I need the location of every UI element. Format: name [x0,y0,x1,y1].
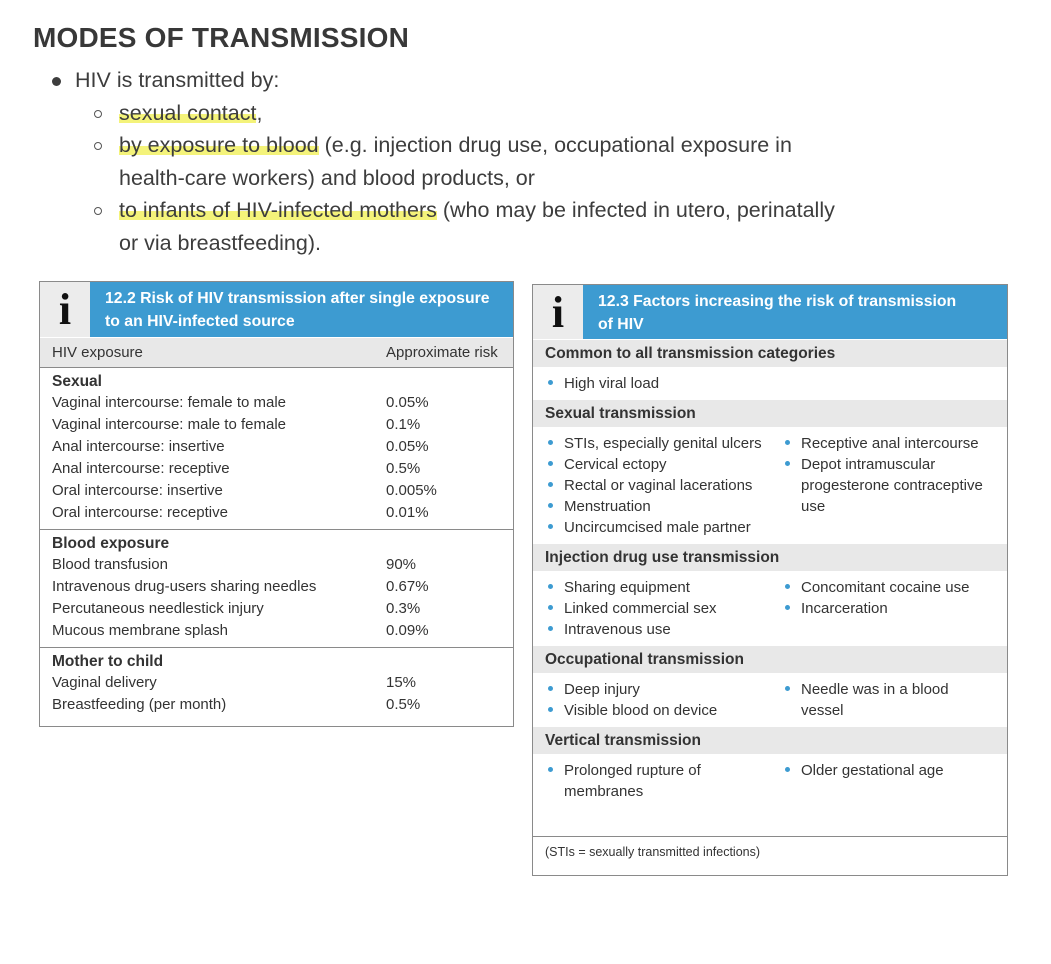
risk-cell: 0.01% [386,504,429,521]
exposure-cell: Anal intercourse: receptive [52,460,230,477]
intro-text: HIV is transmitted by: [75,68,280,92]
factor-section-title: Common to all transmission categories [533,340,1007,368]
factor-text: Linked commercial sex [564,600,717,617]
factor-section-body [533,572,1007,646]
factor-item [533,760,770,802]
factor-column [770,679,990,721]
risk-group [40,368,513,530]
risk-cell: 0.09% [386,622,429,639]
factor-text: Menstruation [564,498,651,515]
risk-table-title-line2: to an HIV-infected source [105,313,295,330]
risk-table-title-line1: 12.2 Risk of HIV transmission after single exposure [105,290,490,307]
factor-text: STIs, especially genital ulcers [564,435,762,452]
factor-section-title: Injection drug use transmission [533,544,1007,572]
circle-bullet-icon [94,207,102,215]
factor-text: Sharing equipment [564,579,690,596]
factor-item [533,700,770,721]
bullet-dot-icon [548,482,553,487]
highlighted-text: to infants of HIV-infected mothers [119,198,437,222]
factor-text: Older gestational age [801,762,944,779]
table-row [40,481,513,503]
factor-column [533,433,770,538]
circle-bullet-icon [94,110,102,118]
table-row [40,437,513,459]
page-title: MODES OF TRANSMISSION [33,22,409,53]
risk-cell: 0.5% [386,460,421,477]
factor-text: Receptive anal intercourse [801,435,979,452]
info-icon: i [40,282,90,337]
factor-text: Depot intramuscular progesterone contraceptive use [801,456,983,515]
item-text: (who may be infected in utero, perinatally [436,198,835,222]
highlighted-text: sexual contact [119,100,257,125]
factor-item [533,454,770,475]
factor-item [770,577,990,598]
factor-item [533,679,770,700]
factor-item [533,373,770,394]
factors-table-title [598,290,995,336]
factor-item [533,517,770,538]
factor-item [533,598,770,619]
factor-column [533,577,770,640]
factor-column [770,373,990,394]
factor-text: Cervical ectopy [564,456,667,473]
exposure-cell: Percutaneous needlestick injury [52,600,264,617]
item-line [119,194,948,227]
bullet-dot-icon [785,686,790,691]
risk-cell: 0.5% [386,696,421,713]
exposure-cell: Vaginal delivery [52,674,157,691]
transmission-item [48,97,948,130]
factor-section-title: Sexual transmission [533,400,1007,428]
item-line-continued: or via breastfeeding). [119,230,321,255]
bullet-dot-icon [548,626,553,631]
factor-section-body [533,755,1007,808]
exposure-cell: Mucous membrane splash [52,622,228,639]
risk-cell: 0.1% [386,416,421,433]
exposure-cell: Vaginal intercourse: male to female [52,416,287,433]
risk-cell: 0.005% [386,482,437,499]
bullet-dot-icon [548,503,553,508]
factor-section-body [533,368,1007,400]
bullet-dot-icon [548,584,553,589]
risk-cell: 0.05% [386,394,429,411]
item-text: , [256,100,263,125]
bullet-dot-icon [785,440,790,445]
factor-text: Incarceration [801,600,888,617]
item-line-continued: health-care workers) and blood products, or [119,165,535,190]
transmission-list [48,64,948,259]
bullet-dot-icon [785,584,790,589]
bullet-dot-icon [548,461,553,466]
factor-column [770,760,990,802]
factor-item [770,679,990,721]
table-row [40,393,513,415]
factor-column [770,433,990,538]
factor-text: Concomitant cocaine use [801,579,970,596]
risk-group-title: Blood exposure [52,535,170,552]
bullet-dot-icon [785,767,790,772]
bullet-dot-icon [548,524,553,529]
table-row [40,577,513,599]
risk-group-title: Sexual [52,373,102,390]
highlighted-text: by exposure to blood [119,133,319,157]
factor-text: Needle was in a blood vessel [801,681,949,719]
risk-group-title: Mother to child [52,653,164,670]
bullet-dot-icon [785,461,790,466]
risk-cell: 15% [386,674,417,691]
exposure-cell: Anal intercourse: insertive [52,438,225,455]
exposure-cell: Blood transfusion [52,556,168,573]
factor-item [770,598,990,619]
factor-section-body [533,428,1007,544]
bullet-dot-icon [548,767,553,772]
exposure-cell: Oral intercourse: insertive [52,482,223,499]
factor-item [770,760,990,781]
factor-text: Visible blood on device [564,702,718,719]
item-text: (e.g. injection drug use, occupational exposure in [318,133,792,157]
table-row [40,599,513,621]
bullet-dot-icon [548,380,553,385]
info-icon: i [533,285,583,339]
circle-bullet-icon [94,142,102,150]
exposure-cell: Intravenous drug-users sharing needles [52,578,317,595]
bullet-dot-icon [785,605,790,610]
exposure-cell: Oral intercourse: receptive [52,504,228,521]
risk-table-box [39,281,514,727]
table-row [40,459,513,481]
risk-table-header [40,282,513,337]
factor-item [533,496,770,517]
factor-item [770,454,990,517]
factor-section-title: Vertical transmission [533,727,1007,755]
bullet-dot-icon [548,686,553,691]
factors-table-title-line1: 12.3 Factors increasing the risk of transmission [598,293,957,310]
factor-text: High viral load [564,375,660,392]
factor-column [533,760,770,802]
risk-cell: 0.3% [386,600,421,617]
factors-table-title-line2: of HIV [598,316,644,333]
factor-section-body [533,674,1007,727]
bullet-dot [52,77,61,86]
factor-text: Intravenous use [564,621,671,638]
factor-text: Prolonged rupture of membranes [564,762,701,800]
factor-column [770,577,990,640]
factor-section-title: Occupational transmission [533,646,1007,674]
intro-bullet [48,64,948,97]
column-risk: Approximate risk [386,344,498,361]
factor-item [770,433,990,454]
item-line [119,97,948,130]
risk-table [40,338,513,721]
risk-table-column-header [40,338,513,368]
risk-group [40,648,513,721]
factor-text: Rectal or vaginal lacerations [564,477,753,494]
column-exposure: HIV exposure [52,344,143,361]
factor-item [533,433,770,454]
footnote: (STIs = sexually transmitted infections) [533,836,1007,875]
factor-item [533,577,770,598]
risk-group [40,530,513,648]
risk-cell: 0.67% [386,578,429,595]
table-row [40,673,513,695]
exposure-cell: Vaginal intercourse: female to male [52,394,287,411]
table-row [40,415,513,437]
table-row [40,503,513,525]
bullet-dot-icon [548,440,553,445]
factor-text: Deep injury [564,681,640,698]
factor-column [533,373,770,394]
risk-cell: 90% [386,556,417,573]
transmission-item [48,129,948,194]
table-row [40,695,513,717]
factors-table [533,340,1007,808]
risk-table-title [105,287,501,333]
factor-column [533,679,770,721]
item-line [119,129,948,162]
factor-item [533,475,770,496]
exposure-cell: Breastfeeding (per month) [52,696,227,713]
bullet-dot-icon [548,605,553,610]
table-row [40,621,513,643]
factors-table-header [533,285,1007,339]
factors-table-box [532,284,1008,876]
factor-item [533,619,770,640]
table-row [40,555,513,577]
transmission-item [48,194,948,259]
risk-cell: 0.05% [386,438,429,455]
bullet-dot-icon [548,707,553,712]
factor-text: Uncircumcised male partner [564,519,751,536]
